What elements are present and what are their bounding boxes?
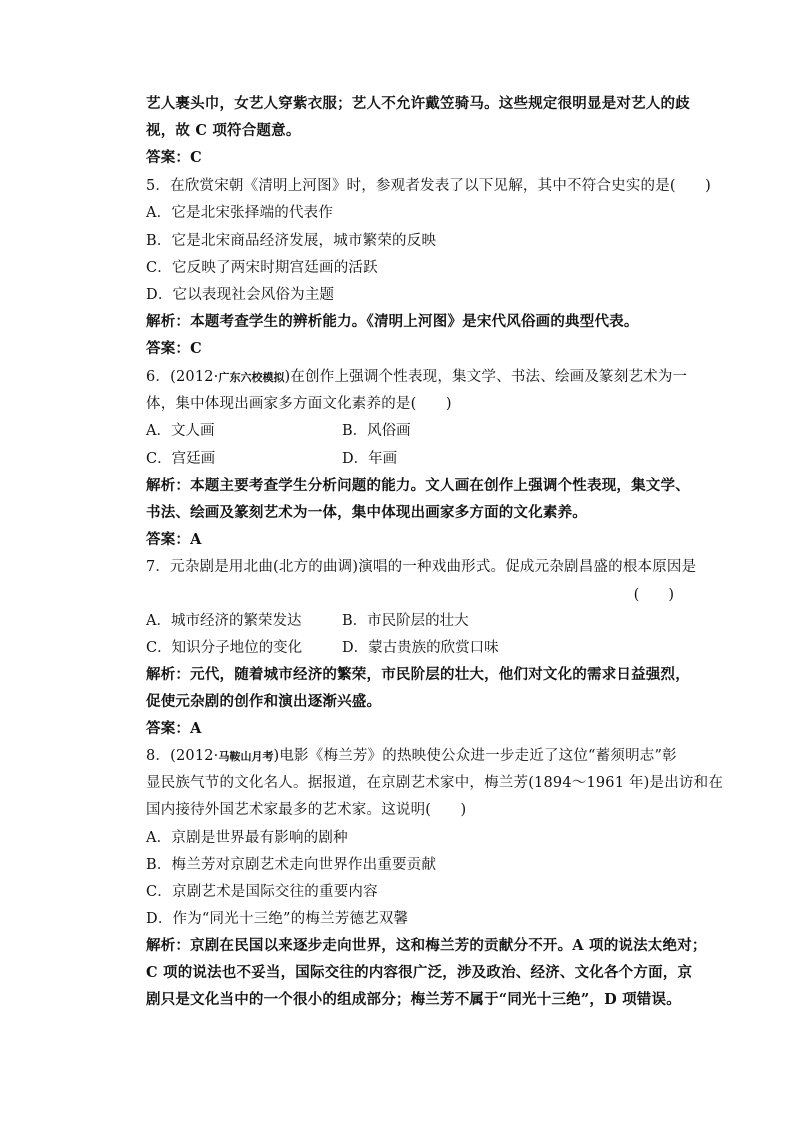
q6-stem-line-2: 体，集中体现出画家多方面文化素养的是( ) bbox=[146, 396, 452, 412]
q6-option-b: B．风俗画 bbox=[342, 423, 411, 439]
q6-option-a: A．文人画 bbox=[146, 423, 215, 439]
q7-option-b: B．市民阶层的壮大 bbox=[342, 613, 469, 629]
q5-option-b: B．它是北宋商品经济发展，城市繁荣的反映 bbox=[146, 233, 437, 249]
q8-stem-line-2: 显民族气节的文化名人。据报道，在京剧艺术家中，梅兰芳(1894～1961 年)是出访和在 bbox=[146, 775, 724, 791]
q8-option-a: A．京剧是世界最有影响的剧种 bbox=[146, 830, 348, 846]
q8-stem-line-3: 国内接待外国艺术家最多的艺术家。这说明( ) bbox=[146, 802, 467, 818]
q8-analysis-line-1: 解析：京剧在民国以来逐步走向世界，这和梅兰芳的贡献分不开。A 项的说法太绝对； bbox=[146, 937, 707, 954]
q8-option-c: C．京剧艺术是国际交往的重要内容 bbox=[146, 884, 378, 900]
q5-answer: 答案：C bbox=[146, 340, 202, 357]
q8-analysis-line-2: C 项的说法也不妥当，国际交往的内容很广泛，涉及政治、经济、文化各个方面，京 bbox=[146, 964, 693, 981]
q7-analysis-line-2: 促使元杂剧的创作和演出逐渐兴盛。 bbox=[146, 693, 382, 710]
q5-option-d: D．它以表现社会风俗为主题 bbox=[146, 287, 335, 303]
q6-analysis-line-1: 解析：本题主要考查学生分析问题的能力。文人画在创作上强调个性表现，集文学、 bbox=[146, 477, 690, 494]
intro-line-2: 视，故 C 项符合题意。 bbox=[146, 122, 301, 139]
q5-option-a: A．它是北宋张择端的代表作 bbox=[146, 205, 334, 221]
q8-stem-prefix: 8．(2012· bbox=[146, 748, 219, 764]
q8-source: 马鞍山月考 bbox=[218, 750, 274, 763]
q5-analysis: 解析：本题考查学生的辨析能力。《清明上河图》是宋代风俗画的典型代表。 bbox=[146, 313, 639, 330]
q8-option-d: D．作为“同光十三绝”的梅兰芳德艺双馨 bbox=[146, 911, 409, 927]
q8-option-b: B．梅兰芳对京剧艺术走向世界作出重要贡献 bbox=[146, 857, 437, 873]
q7-option-a: A．城市经济的繁荣发达 bbox=[146, 613, 302, 629]
q8-stem-line-1 bbox=[146, 746, 677, 767]
q6-option-c: C．宫廷画 bbox=[146, 451, 216, 467]
intro-answer: 答案：C bbox=[146, 149, 202, 166]
q6-option-d: D．年画 bbox=[342, 451, 398, 467]
q7-answer-blank: ( ) bbox=[633, 587, 674, 603]
q5-option-c: C．它反映了两宋时期宫廷画的活跃 bbox=[146, 260, 378, 276]
q6-stem-prefix: 6．(2012· bbox=[146, 369, 219, 385]
intro-line-1: 艺人裹头巾，女艺人穿紫衣服；艺人不允许戴笠骑马。这些规定很明显是对艺人的歧 bbox=[146, 95, 690, 112]
q7-option-c: C．知识分子地位的变化 bbox=[146, 640, 303, 656]
q6-source: 广东六校模拟 bbox=[218, 371, 285, 384]
q6-answer: 答案：A bbox=[146, 531, 202, 548]
q7-answer: 答案：A bbox=[146, 720, 202, 737]
q6-analysis-line-2: 书法、绘画及篆刻艺术为一体，集中体现出画家多方面的文化素养。 bbox=[146, 504, 587, 521]
q8-stem-suffix: )电影《梅兰芳》的热映使公众进一步走近了这位“蓄须明志”彰 bbox=[273, 748, 677, 764]
q7-option-d: D．蒙古贵族的欣赏口味 bbox=[342, 640, 499, 656]
q7-analysis-line-1: 解析：元代，随着城市经济的繁荣，市民阶层的壮大，他们对文化的需求日益强烈， bbox=[146, 666, 690, 683]
q6-stem-suffix: )在创作上强调个性表现，集文学、书法、绘画及篆刻艺术为一 bbox=[284, 369, 688, 385]
q5-stem: 5．在欣赏宋朝《清明上河图》时，参观者发表了以下见解，其中不符合史实的是( ) bbox=[146, 178, 712, 194]
q6-stem-line-1 bbox=[146, 367, 687, 388]
q8-analysis-line-3: 剧只是文化当中的一个很小的组成部分；梅兰芳不属于“同光十三绝”，D 项错误。 bbox=[146, 991, 681, 1008]
q7-stem: 7．元杂剧是用北曲(北方的曲调)演唱的一种戏曲形式。促成元杂剧昌盛的根本原因是 bbox=[146, 559, 697, 575]
